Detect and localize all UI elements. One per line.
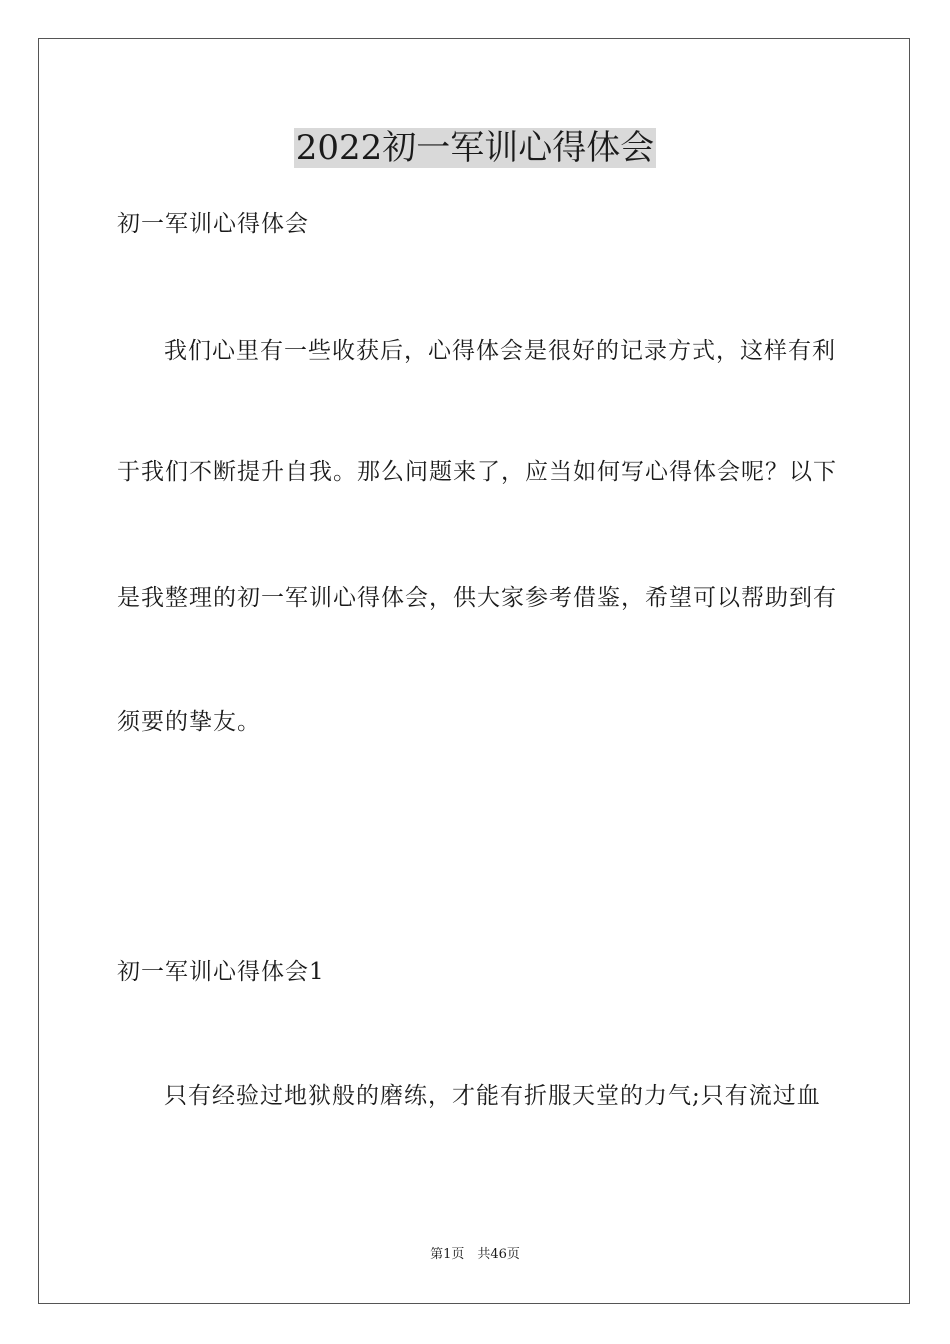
paragraph-line: 于我们不断提升自我。那么问题来了，应当如何写心得体会呢？以下 bbox=[117, 459, 837, 485]
section-heading: 初一军训心得体会 bbox=[117, 211, 309, 237]
paragraph-line: 只有经验过地狱般的磨练，才能有折服天堂的力气;只有流过血 bbox=[164, 1083, 821, 1109]
paragraph-line: 须要的挚友。 bbox=[117, 709, 261, 735]
paragraph-line: 是我整理的初一军训心得体会，供大家参考借鉴，希望可以帮助到有 bbox=[117, 585, 837, 611]
document-title-text: 2022初一军训心得体会 bbox=[295, 128, 655, 168]
paragraph-line: 我们心里有一些收获后，心得体会是很好的记录方式，这样有利 bbox=[164, 338, 836, 364]
page-footer: 第1页 共46页 bbox=[430, 1247, 520, 1262]
document-title bbox=[0, 128, 950, 168]
section-heading: 初一军训心得体会1 bbox=[117, 959, 325, 985]
